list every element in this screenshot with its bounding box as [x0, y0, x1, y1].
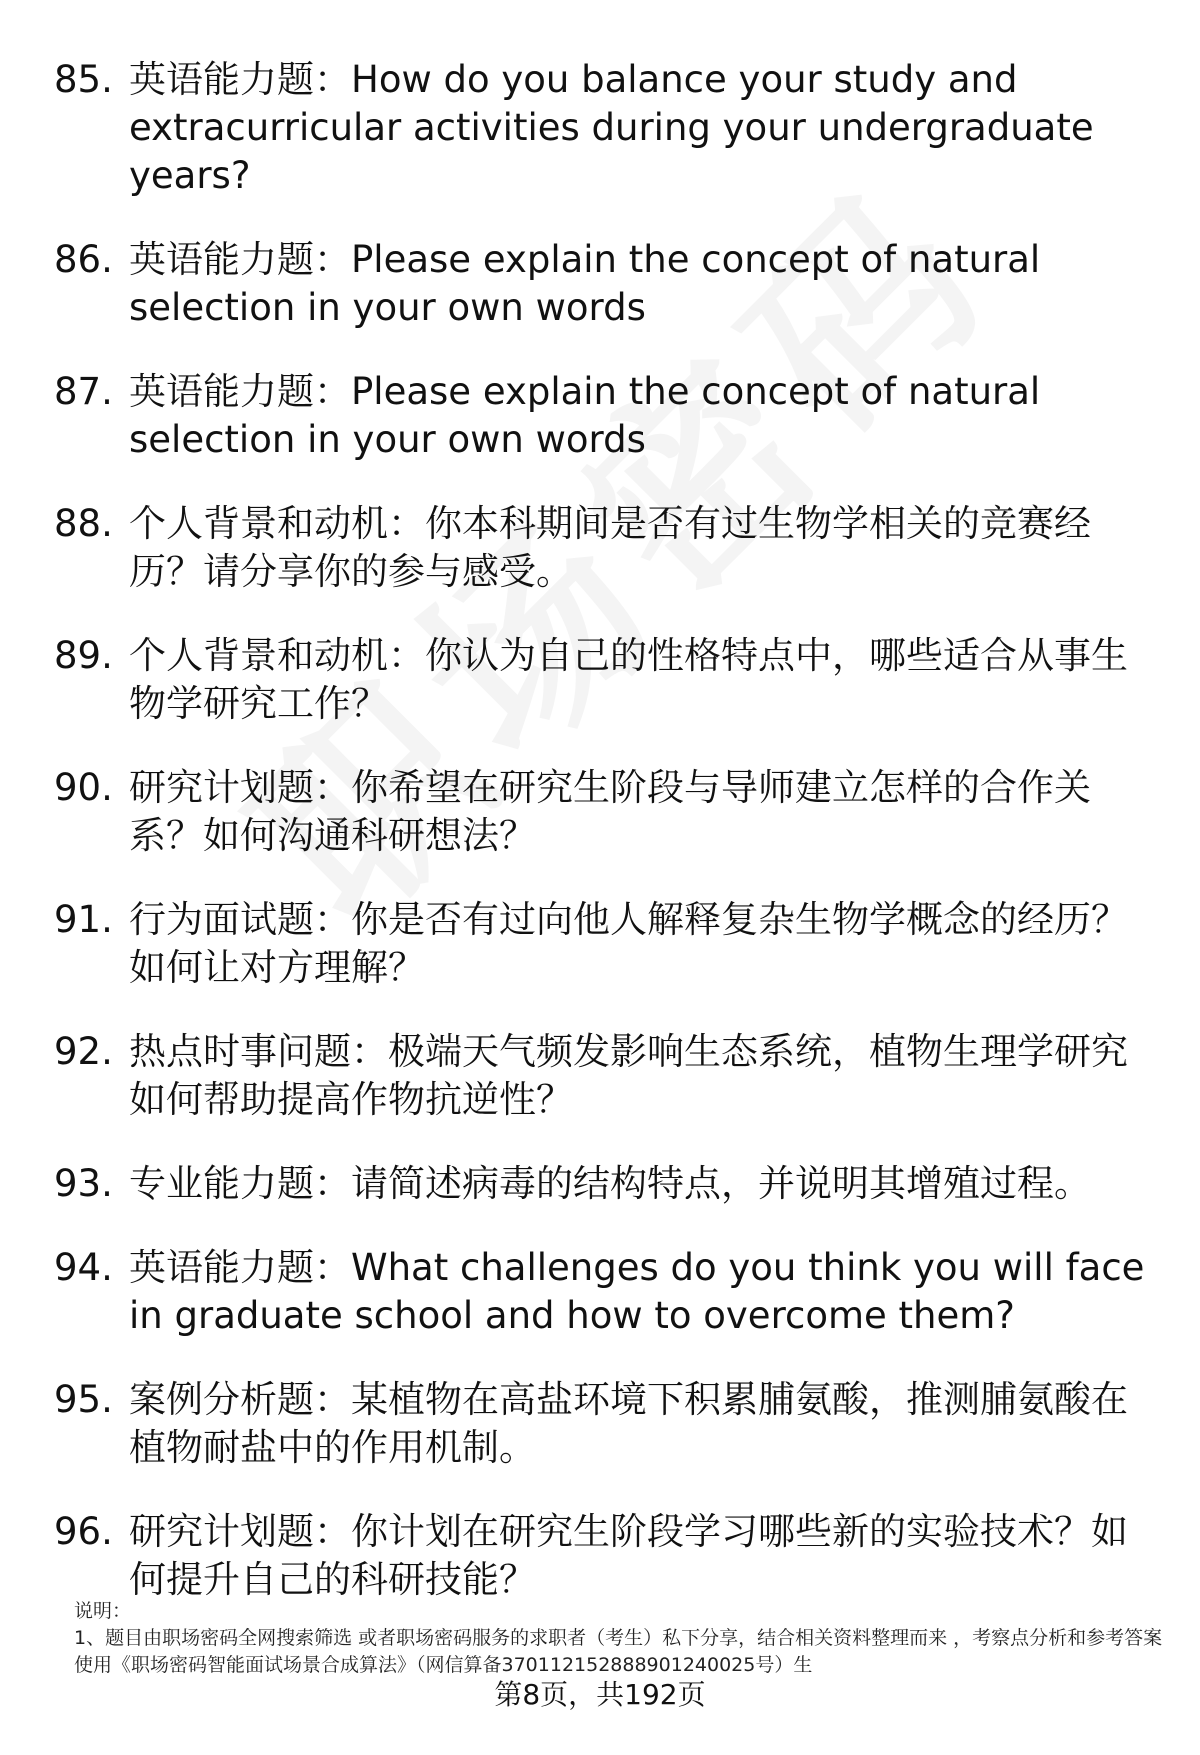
- question-number: 96.: [54, 1510, 113, 1553]
- question-item: [50, 1028, 1150, 1124]
- question-text: 英语能力题：Please explain the concept of natural selection in your own words: [129, 370, 1041, 461]
- question-item: [50, 1244, 1150, 1340]
- question-text: 英语能力题：Please explain the concept of natural selection in your own words: [129, 238, 1041, 329]
- question-number: 87.: [54, 370, 113, 413]
- question-number: 88.: [54, 502, 113, 545]
- notes-section: [74, 1598, 1164, 1679]
- question-item: [50, 1508, 1150, 1604]
- question-text: 研究计划题：你计划在研究生阶段学习哪些新的实验技术？如何提升自己的科研技能？: [129, 1510, 1128, 1601]
- question-number: 95.: [54, 1378, 113, 1421]
- question-number: 92.: [54, 1030, 113, 1073]
- question-item: [50, 764, 1150, 860]
- question-text: 行为面试题：你是否有过向他人解释复杂生物学概念的经历？如何让对方理解？: [129, 898, 1128, 989]
- question-item: [50, 368, 1150, 464]
- question-number: 86.: [54, 238, 113, 281]
- question-number: 85.: [54, 58, 113, 101]
- question-text: 英语能力题：How do you balance your study and extracurricular activities during your undergraduate years?: [129, 58, 1094, 197]
- page-number: 第8页，共192页: [494, 1678, 706, 1711]
- question-text: 专业能力题：请简述病毒的结构特点，并说明其增殖过程。: [129, 1162, 1091, 1205]
- question-item: [50, 500, 1150, 596]
- question-text: 英语能力题：What challenges do you think you will face in graduate school and how to overcome them?: [129, 1246, 1145, 1337]
- question-item: [50, 236, 1150, 332]
- question-number: 90.: [54, 766, 113, 809]
- question-text: 个人背景和动机：你本科期间是否有过生物学相关的竞赛经历？请分享你的参与感受。: [129, 502, 1091, 593]
- question-list: [50, 56, 1150, 1640]
- question-item: [50, 632, 1150, 728]
- question-number: 89.: [54, 634, 113, 677]
- question-text: 研究计划题：你希望在研究生阶段与导师建立怎样的合作关系？如何沟通科研想法？: [129, 766, 1091, 857]
- question-text: 个人背景和动机：你认为自己的性格特点中，哪些适合从事生物学研究工作？: [129, 634, 1128, 725]
- question-item: [50, 56, 1150, 200]
- notes-heading: 说明：: [74, 1600, 132, 1622]
- question-number: 91.: [54, 898, 113, 941]
- question-item: [50, 1160, 1150, 1208]
- notes-line: 1、题目由职场密码全网搜索筛选 或者职场密码服务的求职者（考生）私下分享，结合相关资料整理而来 ，考察点分析和参考答案使用《职场密码智能面试场景合成算法》（网信算备370112152888901240025号）生: [74, 1627, 1163, 1676]
- question-number: 93.: [54, 1162, 113, 1205]
- question-number: 94.: [54, 1246, 113, 1289]
- question-item: [50, 1376, 1150, 1472]
- question-text: 案例分析题：某植物在高盐环境下积累脯氨酸，推测脯氨酸在植物耐盐中的作用机制。: [129, 1378, 1128, 1469]
- question-item: [50, 896, 1150, 992]
- question-text: 热点时事问题：极端天气频发影响生态系统，植物生理学研究如何帮助提高作物抗逆性？: [129, 1030, 1128, 1121]
